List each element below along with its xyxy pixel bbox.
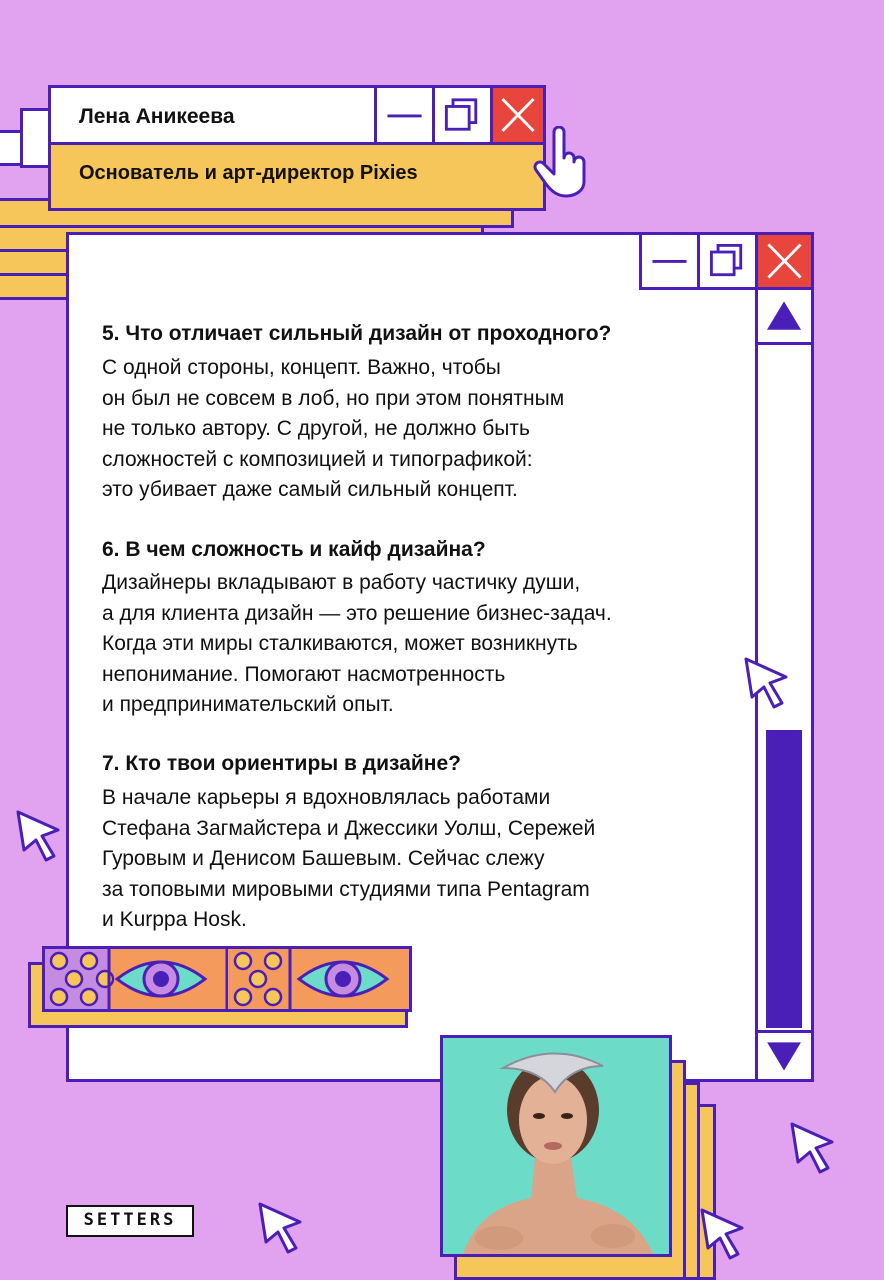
arrow-up-icon [758, 290, 811, 342]
minimize-icon [377, 88, 432, 142]
maximize-button[interactable] [432, 88, 490, 142]
answer-5: С одной стороны, концепт. Важно, чтобы он был не совсем в лоб, но при этом понятным не только автору. С другой, не должно быть сложностей с композицией и типографикой: это убивает даже самый сильный концепт. [102, 356, 565, 501]
arrow-cursor-icon [788, 1120, 840, 1178]
restore-icon [435, 88, 490, 142]
restore-icon [700, 235, 755, 287]
arrow-cursor-icon [14, 808, 66, 866]
minimize-button[interactable] [374, 88, 432, 142]
arrow-cursor-icon [742, 655, 794, 713]
author-name: Лена Аникеева [79, 105, 235, 128]
answer-6: Дизайнеры вкладывают в работу частичку души, а для клиента дизайн — это решение бизнес-задач. Когда эти миры сталкиваются, может возникнуть непонимание. Помогают насмотренность и предпринимательский опыт. [102, 571, 612, 716]
scroll-thumb[interactable] [766, 730, 802, 1028]
main-window-title-bar [69, 235, 811, 290]
arrow-down-icon [758, 1033, 811, 1079]
question-7: 7. Кто твои ориентиры в дизайне? [102, 752, 461, 775]
eye-pattern-icon [45, 949, 409, 1009]
close-icon [758, 235, 811, 287]
portrait-photo [440, 1035, 672, 1257]
header-window [48, 85, 546, 211]
scroll-down-button[interactable] [758, 1030, 811, 1079]
scroll-up-button[interactable] [758, 290, 811, 345]
answer-7: В начале карьеры я вдохновлялась работами Стефана Загмайстера и Джессики Уолш, Сережей Гуровым и Денисом Башевым. Сейчас слежу за топовыми мировыми студиями типа Pentagram и Kurppa Hosk. [102, 786, 596, 931]
main-maximize-button[interactable] [697, 235, 755, 290]
question-5: 5. Что отличает сильный дизайн от проходного? [102, 322, 612, 345]
setters-logo-text: SETTERS [83, 1210, 177, 1230]
arrow-cursor-icon [256, 1200, 308, 1258]
author-role: Основатель и арт-директор Pixies [79, 162, 418, 184]
portrait-icon [443, 1038, 669, 1254]
main-close-button[interactable] [755, 235, 811, 290]
arrow-cursor-icon [698, 1206, 750, 1264]
question-6: 6. В чем сложность и кайф дизайна? [102, 538, 486, 561]
minimize-icon [642, 235, 697, 287]
setters-logo [66, 1205, 194, 1237]
pattern-strip [42, 946, 412, 1012]
hand-pointer-icon [532, 126, 592, 200]
main-minimize-button[interactable] [639, 235, 697, 290]
header-name-bar [51, 88, 543, 145]
